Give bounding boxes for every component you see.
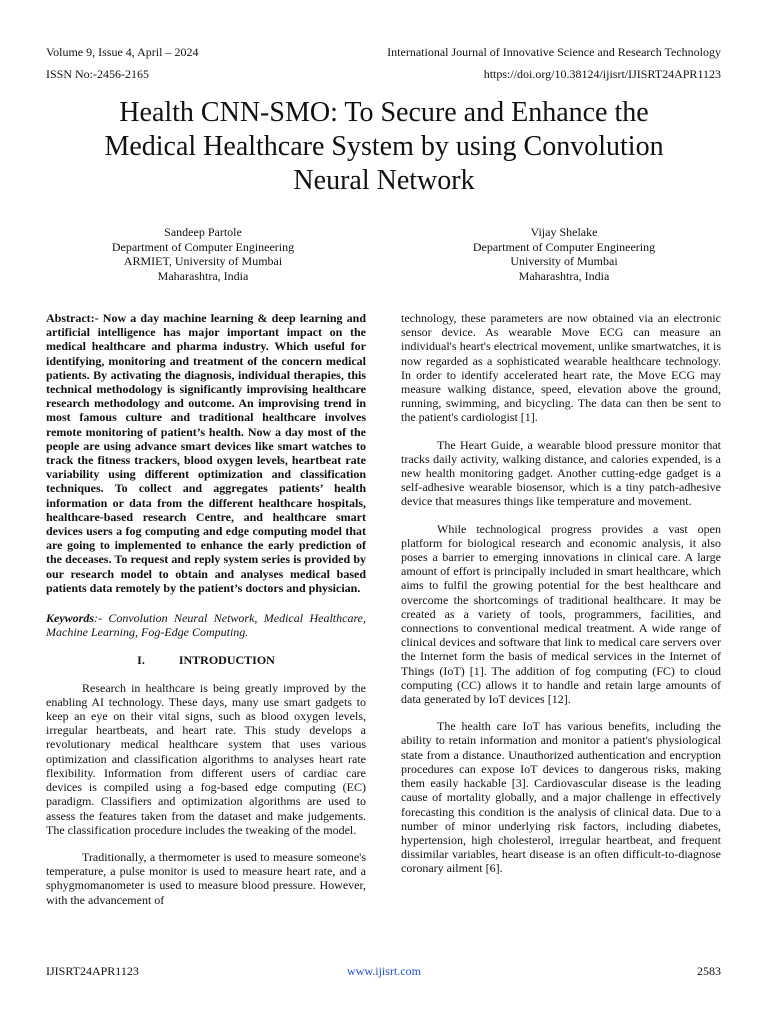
footer-paper-id: IJISRT24APR1123 — [46, 964, 139, 978]
title-line: Medical Healthcare System by using Convolution — [104, 131, 664, 162]
keywords-label: Keywords — [46, 611, 94, 626]
right-column — [401, 311, 721, 876]
title-line: Health CNN-SMO: To Secure and Enhance the — [119, 97, 649, 128]
paragraph: Research in healthcare is being greatly improved by the enabling AI technology. These days, many use smart gadgets to keep an eye on their vital signs, such as blood oxygen levels, irregular heartbeats, and heart rate. This study develops a revolutionary medical healthcare system that uses various optimization and classification algorithms to analyses heart rate flexibility. Information from different users of cardiac care devices is compiled using a fog-based edge computing (EC) paradigm. Classifiers and optimization algorithms are used to assess the features taken from the dataset and make judgements. The classification procedure includes the tweaking of the model. — [46, 680, 366, 837]
section-title: INTRODUCTION — [178, 653, 275, 668]
paragraph: The health care IoT has various benefits, including the ability to retain information and monitor a patient's physiological state from a distance. Unauthorized authentication and encryption procedures can expose IoT devices to dangerous risks, making them easily hackable [3]. Cardiovascular disease is the leading cause of mortality globally, and a major challenge in effectively forecasting this condition is the analysis of clinical data. Due to a number of minor underlying risk factors, including diabetes, hypertension, high cholesterol, irregular heartbeat, and frequent dissimilar variables, heart disease is an often difficult-to-diagnose coronary ailment [6]. — [401, 719, 721, 876]
title-line: Neural Network — [293, 165, 475, 196]
author-organization: University of Mumbai — [510, 254, 618, 268]
footer-website-link[interactable]: www.ijisrt.com — [347, 964, 421, 978]
volume-info: Volume 9, Issue 4, April – 2024 — [46, 45, 199, 59]
section-number: I. — [137, 653, 145, 668]
author-location: Maharashtra, India — [157, 268, 249, 283]
author-department: Department of Computer Engineering — [111, 239, 295, 254]
paragraph: The Heart Guide, a wearable blood pressure monitor that tracks daily activity, walking distance, and calories expended, is a new health monitoring gadget. Another cutting-edge gadget is a self-adhesive wearable biosensor, which is a tiny patch-adhesive device that measures things like temperature and movement. — [401, 437, 721, 509]
keywords — [46, 611, 366, 639]
issn: ISSN No:-2456-2165 — [46, 67, 150, 81]
page-number: 2583 — [697, 964, 721, 978]
paper-title — [40, 96, 728, 198]
section-heading — [46, 653, 366, 667]
doi-link[interactable]: https://doi.org/10.38124/ijisrt/IJISRT24APR1123 — [483, 67, 721, 81]
paragraph: Traditionally, a thermometer is used to measure someone's temperature, a pulse monitor is used to measure heart rate, and a sphygmomanometer is used to measure blood pressure. However, with the advancement of — [46, 849, 366, 907]
author-department: Department of Computer Engineering — [472, 239, 656, 254]
author-location: Maharashtra, India — [518, 268, 610, 283]
abstract: Abstract:- Now a day machine learning & deep learning and artificial intelligence has major important impact on the medical healthcare and pharma industry. Which useful for identifying, monitoring and treatment of the concern medical patients. By activating the diagnosis, individual therapies, this technical methodology is significantly improvising healthcare research methodology and outcome. An improvising trend in most famous culture and traditional healthcare involves remote monitoring of patient’s health. Now a day most of the people are using advance smart devices like smart watches to track the fitness trackers, blood oxygen levels, heartbeat rate variability using different optimization and classification techniques. To collect and aggregates patients’ health information or data from the different healthcare hospitals, healthcare-based research Centre, and healthcare smart devices users a fog computing and edge computing model that are going to implemented to enhance the early prediction of the deceases. To request and reply system series is provided by our research model to obtain and analyses medical based patients data remotely by the patient’s doctors and physician. — [46, 311, 366, 595]
journal-name: International Journal of Innovative Science and Research Technology — [387, 45, 721, 59]
author-block — [414, 225, 714, 283]
left-column — [46, 311, 366, 907]
paragraph: technology, these parameters are now obtained via an electronic sensor device. As wearable Move ECG can measure an individual's heart's electrical movement, unlike smartwatches, it is now regarded as a sophisticated wearable healthcare technology. In order to identify accelerated heart rate, the Move ECG may measure walking distance, speed, elevation above the ground, running, swimming, and bicycling. The data can then be sent to the patient's cardiologist [1]. — [401, 311, 721, 425]
author-name: Vijay Shelake — [530, 225, 598, 239]
author-name: Sandeep Partole — [164, 225, 242, 239]
paragraph: While technological progress provides a vast open platform for biological research and economic analysis, it also poses a barrier to emerging innovations in clinical care. A large amount of effort is principally included in smart healthcare, which aims to fulfil the growing potential for the best healthcare and overcome the shortcomings of traditional healthcare. It may be created as a variety of tools, programmers, facilities, and connections to conventional medical treatment. A wide range of clinical devices and software that link to medical care servers over the Internet form the basis of medical services in the Internet of Things (IoT) [1]. The addition of fog computing (FC) to cloud computing (CC) allows it to handle and retain large amounts of data generated by IoT devices [12]. — [401, 521, 721, 707]
author-organization: ARMIET, University of Mumbai — [123, 254, 283, 268]
keywords-text: :- Convolution Neural Network, Medical Healthcare, Machine Learning, Fog-Edge Computing. — [46, 611, 366, 640]
author-block — [53, 225, 353, 283]
